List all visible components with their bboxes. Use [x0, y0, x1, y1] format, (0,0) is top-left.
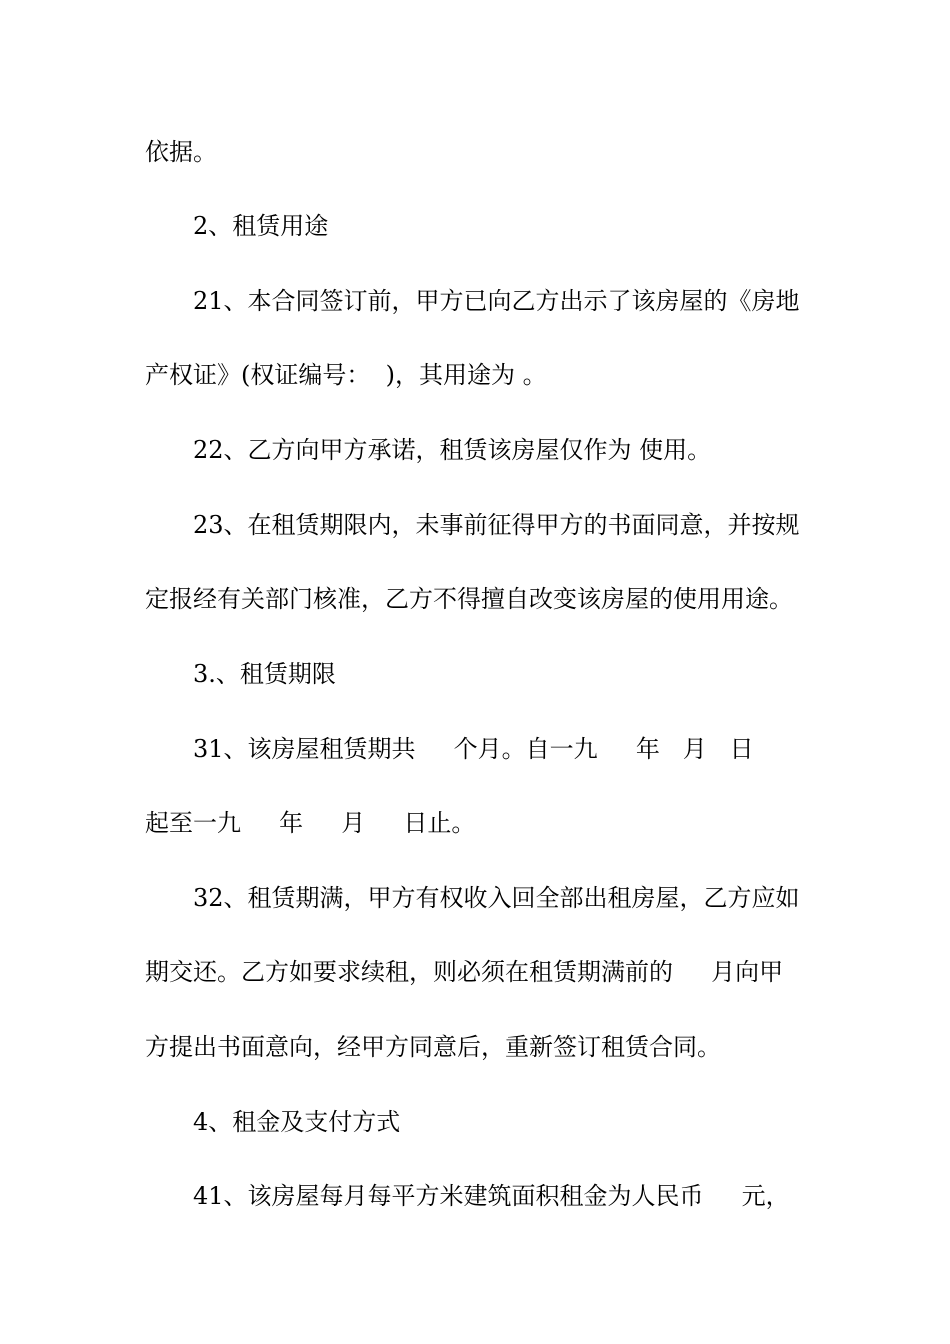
clause-31-line-2: 起至一九 年 月 日止。 [145, 809, 476, 837]
clause-21-line-1: 21、本合同签订前，甲方已向乙方出示了该房屋的《房地 [193, 287, 800, 315]
clause-32-line-3: 方提出书面意向，经甲方同意后，重新签订租赁合同。 [145, 1033, 721, 1061]
clause-32-line-2: 期交还。乙方如要求续租，则必须在租赁期满前的 月向甲 [145, 958, 784, 986]
clause-21-line-2: 产权证》(权证编号： )，其用途为 。 [145, 361, 547, 389]
clause-31-line-1: 31、该房屋租赁期共 个月。自一九 年 月 日 [193, 735, 754, 763]
clause-23-line-1: 23、在租赁期限内，未事前征得甲方的书面同意，并按规 [193, 511, 800, 539]
clause-41-line-1: 41、该房屋每月每平方米建筑面积租金为人民币 元， [193, 1182, 790, 1210]
section-heading-lease-purpose: 2、租赁用途 [193, 212, 329, 240]
clause-32-line-1: 32、租赁期满，甲方有权收入回全部出租房屋，乙方应如 [193, 884, 800, 912]
section-heading-rent-payment: 4、租金及支付方式 [193, 1108, 401, 1136]
paragraph-line: 依据。 [145, 138, 217, 166]
clause-23-line-2: 定报经有关部门核准，乙方不得擅自改变该房屋的使用用途。 [145, 585, 793, 613]
clause-22: 22、乙方向甲方承诺，租赁该房屋仅作为 使用。 [193, 436, 712, 464]
section-heading-lease-term: 3.、租赁期限 [193, 660, 336, 688]
